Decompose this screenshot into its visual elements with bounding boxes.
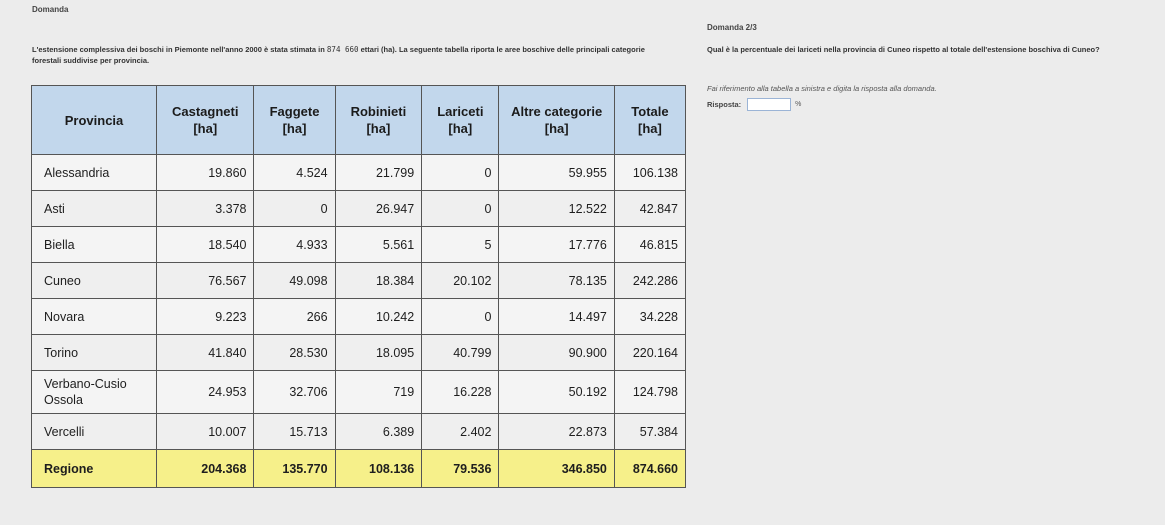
cell: 719 xyxy=(335,371,422,414)
cell: 12.522 xyxy=(499,191,614,227)
cell: 5 xyxy=(422,227,499,263)
cell: 18.540 xyxy=(157,227,254,263)
cell: 106.138 xyxy=(614,155,685,191)
cell: 18.384 xyxy=(335,263,422,299)
cell: 2.402 xyxy=(422,414,499,450)
intro-text-after: ettari (ha). La seguente tabella riporta le aree boschive delle principali categorie forestali suddivise per provincia. xyxy=(32,45,645,65)
cell: Alessandria xyxy=(32,155,157,191)
cell: 135.770 xyxy=(254,450,335,488)
table-total-row xyxy=(32,450,686,488)
cell: 41.840 xyxy=(157,335,254,371)
cell: 76.567 xyxy=(157,263,254,299)
cell: 34.228 xyxy=(614,299,685,335)
intro-text xyxy=(32,44,672,66)
forest-table-wrap xyxy=(31,85,686,488)
answer-input[interactable] xyxy=(747,98,791,111)
cell: 4.524 xyxy=(254,155,335,191)
cell: 0 xyxy=(422,299,499,335)
cell: 59.955 xyxy=(499,155,614,191)
table-row xyxy=(32,335,686,371)
cell: 40.799 xyxy=(422,335,499,371)
cell: 14.497 xyxy=(499,299,614,335)
table-header-row xyxy=(32,86,686,155)
cell: 28.530 xyxy=(254,335,335,371)
cell: 9.223 xyxy=(157,299,254,335)
cell: 16.228 xyxy=(422,371,499,414)
cell: 22.873 xyxy=(499,414,614,450)
cell: 26.947 xyxy=(335,191,422,227)
question-text: Qual è la percentuale dei lariceti nella provincia di Cuneo rispetto al totale dell'estensione boschiva di Cuneo? xyxy=(707,45,1100,54)
col-faggete: Faggete [ha] xyxy=(254,86,335,155)
cell: 32.706 xyxy=(254,371,335,414)
table-row xyxy=(32,371,686,414)
cell: 90.900 xyxy=(499,335,614,371)
table-row xyxy=(32,414,686,450)
cell: 57.384 xyxy=(614,414,685,450)
cell: Biella xyxy=(32,227,157,263)
question-number: Domanda 2/3 xyxy=(707,23,757,32)
table-row xyxy=(32,227,686,263)
cell: 0 xyxy=(254,191,335,227)
cell: 0 xyxy=(422,155,499,191)
cell: 46.815 xyxy=(614,227,685,263)
cell: 10.242 xyxy=(335,299,422,335)
cell: Regione xyxy=(32,450,157,488)
cell: 6.389 xyxy=(335,414,422,450)
cell: 79.536 xyxy=(422,450,499,488)
cell: 204.368 xyxy=(157,450,254,488)
cell: Asti xyxy=(32,191,157,227)
cell: 10.007 xyxy=(157,414,254,450)
cell: 266 xyxy=(254,299,335,335)
cell: 17.776 xyxy=(499,227,614,263)
col-robinieti: Robinieti [ha] xyxy=(335,86,422,155)
cell: Novara xyxy=(32,299,157,335)
cell: Torino xyxy=(32,335,157,371)
cell: 108.136 xyxy=(335,450,422,488)
col-provincia: Provincia xyxy=(32,86,157,155)
question-instruction: Fai riferimento alla tabella a sinistra e digita la risposta alla domanda. xyxy=(707,84,937,93)
cell: 5.561 xyxy=(335,227,422,263)
cell: 242.286 xyxy=(614,263,685,299)
answer-unit: % xyxy=(795,101,802,108)
cell: 50.192 xyxy=(499,371,614,414)
cell: 346.850 xyxy=(499,450,614,488)
cell: 3.378 xyxy=(157,191,254,227)
cell: 78.135 xyxy=(499,263,614,299)
col-castagneti: Castagneti [ha] xyxy=(157,86,254,155)
cell: 21.799 xyxy=(335,155,422,191)
cell: Cuneo xyxy=(32,263,157,299)
answer-label: Risposta: xyxy=(707,100,742,109)
cell: 220.164 xyxy=(614,335,685,371)
col-altre: Altre categorie [ha] xyxy=(499,86,614,155)
forest-table xyxy=(31,85,686,488)
answer-row xyxy=(707,98,801,111)
cell: 18.095 xyxy=(335,335,422,371)
col-totale: Totale [ha] xyxy=(614,86,685,155)
cell: 124.798 xyxy=(614,371,685,414)
table-row xyxy=(32,299,686,335)
cell: 0 xyxy=(422,191,499,227)
cell: 24.953 xyxy=(157,371,254,414)
cell: Vercelli xyxy=(32,414,157,450)
page-title: Domanda xyxy=(32,5,69,14)
table-row xyxy=(32,191,686,227)
cell: 4.933 xyxy=(254,227,335,263)
table-row xyxy=(32,263,686,299)
cell: 15.713 xyxy=(254,414,335,450)
intro-number: 874 660 xyxy=(326,45,359,54)
cell: 42.847 xyxy=(614,191,685,227)
cell: 49.098 xyxy=(254,263,335,299)
cell: 20.102 xyxy=(422,263,499,299)
col-lariceti: Lariceti [ha] xyxy=(422,86,499,155)
intro-text-before: L'estensione complessiva dei boschi in Piemonte nell'anno 2000 è stata stimata in xyxy=(32,45,327,54)
cell: 874.660 xyxy=(614,450,685,488)
cell: 19.860 xyxy=(157,155,254,191)
table-row xyxy=(32,155,686,191)
cell: Verbano-Cusio Ossola xyxy=(32,371,157,414)
